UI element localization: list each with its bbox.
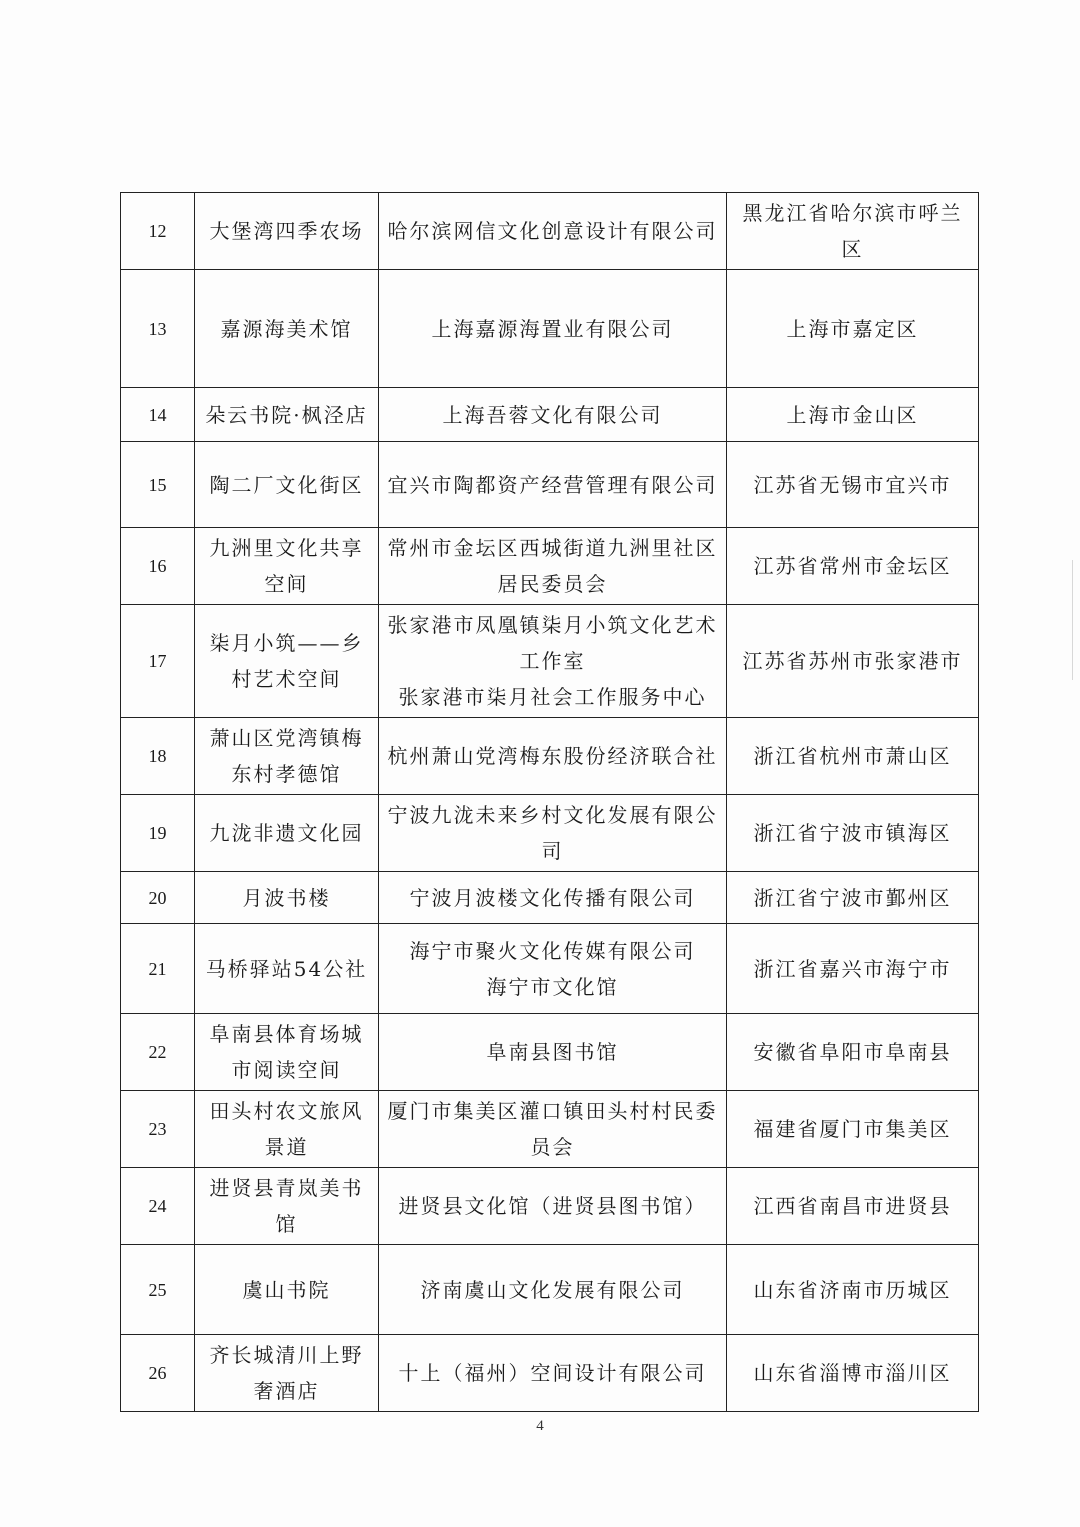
- venue-name-cell: [195, 872, 379, 924]
- table-row: [121, 193, 979, 270]
- row-number: 16: [121, 528, 195, 605]
- venue-name-cell: [195, 270, 379, 388]
- operator-org-line: 哈尔滨网信文化创意设计有限公司: [387, 219, 718, 243]
- location-cell: [727, 1091, 979, 1168]
- operator-org-cell: [379, 1168, 727, 1245]
- location-cell: [727, 388, 979, 442]
- row-number: 25: [121, 1245, 195, 1335]
- table-row: [121, 528, 979, 605]
- row-number: 20: [121, 872, 195, 924]
- location-line: 江西省南昌市进贤县: [753, 1194, 952, 1218]
- venue-name-line: 阜南县体育场城: [209, 1022, 364, 1046]
- operator-org-line: 阜南县图书馆: [486, 1040, 619, 1064]
- operator-org-line: 杭州萧山党湾梅东股份经济联合社: [387, 744, 718, 768]
- row-number: 14: [121, 388, 195, 442]
- operator-org-line: 常州市金坛区西城街道九洲里社区: [387, 536, 718, 560]
- venue-name-cell: [195, 528, 379, 605]
- operator-org-line: 十上（福州）空间设计有限公司: [398, 1361, 707, 1385]
- location-line: 浙江省宁波市鄞州区: [753, 885, 952, 910]
- operator-org-line: 海宁市文化馆: [486, 974, 619, 999]
- venue-name-cell: [195, 1014, 379, 1091]
- row-number: 13: [121, 270, 195, 388]
- operator-org-cell: [379, 1014, 727, 1091]
- venue-name-line: 嘉源海美术馆: [220, 316, 353, 341]
- location-cell: [727, 270, 979, 388]
- location-line: 浙江省宁波市镇海区: [753, 821, 952, 845]
- location-line: 区: [841, 237, 864, 261]
- location-line: 山东省淄博市淄川区: [753, 1361, 952, 1385]
- venue-name-cell: [195, 193, 379, 270]
- venue-name-line: 柒月小筑——乡: [209, 631, 364, 655]
- venue-name-line: 市阅读空间: [231, 1058, 342, 1082]
- location-cell: [727, 718, 979, 795]
- row-number: 15: [121, 442, 195, 528]
- row-number: 26: [121, 1335, 195, 1412]
- location-line: 江苏省常州市金坛区: [753, 554, 952, 578]
- venue-name-line: 馆: [275, 1212, 298, 1236]
- table-row: [121, 1168, 979, 1245]
- operator-org-line: 居民委员会: [497, 572, 608, 596]
- location-cell: [727, 1168, 979, 1245]
- row-number: 23: [121, 1091, 195, 1168]
- table-row: [121, 605, 979, 718]
- location-line: 山东省济南市历城区: [753, 1277, 952, 1302]
- venue-name-cell: [195, 1335, 379, 1412]
- venue-name-line: 进贤县青岚美书: [209, 1176, 364, 1200]
- operator-org-line: 张家港市柒月社会工作服务中心: [398, 685, 707, 709]
- operator-org-cell: [379, 1091, 727, 1168]
- venue-table-body: [121, 193, 979, 1412]
- location-line: 浙江省杭州市萧山区: [753, 744, 952, 768]
- venue-name-cell: [195, 388, 379, 442]
- row-number: 24: [121, 1168, 195, 1245]
- operator-org-cell: [379, 605, 727, 718]
- location-line: 福建省厦门市集美区: [753, 1117, 952, 1141]
- venue-name-line: 奢酒店: [253, 1379, 320, 1403]
- location-cell: [727, 1014, 979, 1091]
- operator-org-cell: [379, 924, 727, 1014]
- table-row: [121, 442, 979, 528]
- location-cell: [727, 1335, 979, 1412]
- operator-org-cell: [379, 193, 727, 270]
- venue-name-cell: [195, 1091, 379, 1168]
- operator-org-cell: [379, 528, 727, 605]
- row-number: 22: [121, 1014, 195, 1091]
- venue-name-line: 空间: [264, 572, 309, 596]
- venue-name-line: 大堡湾四季农场: [209, 219, 364, 243]
- venue-name-cell: [195, 795, 379, 872]
- venue-name-line: 九泷非遗文化园: [209, 821, 364, 845]
- operator-org-line: 宁波九泷未来乡村文化发展有限公: [387, 803, 718, 827]
- venue-name-cell: [195, 442, 379, 528]
- location-line: 上海市金山区: [786, 402, 919, 427]
- table-row: [121, 388, 979, 442]
- location-cell: [727, 924, 979, 1014]
- location-cell: [727, 442, 979, 528]
- location-cell: [727, 872, 979, 924]
- venue-name-line: 朵云书院·枫泾店: [205, 402, 368, 427]
- venue-name-line: 东村孝德馆: [231, 762, 342, 786]
- operator-org-cell: [379, 1245, 727, 1335]
- location-line: 上海市嘉定区: [786, 316, 919, 341]
- location-cell: [727, 605, 979, 718]
- table-row: [121, 1335, 979, 1412]
- operator-org-cell: [379, 442, 727, 528]
- row-number: 19: [121, 795, 195, 872]
- operator-org-line: 海宁市聚火文化传媒有限公司: [409, 938, 696, 963]
- location-line: 黑龙江省哈尔滨市呼兰: [742, 201, 963, 225]
- location-line: 江苏省无锡市宜兴市: [753, 472, 952, 497]
- operator-org-cell: [379, 270, 727, 388]
- location-cell: [727, 193, 979, 270]
- operator-org-cell: [379, 718, 727, 795]
- venue-name-line: 马桥驿站54公社: [205, 956, 368, 981]
- table-row: [121, 924, 979, 1014]
- operator-org-line: 宜兴市陶都资产经营管理有限公司: [387, 472, 718, 497]
- venue-name-line: 村艺术空间: [231, 667, 342, 691]
- operator-org-cell: [379, 795, 727, 872]
- venue-name-line: 陶二厂文化街区: [209, 472, 364, 497]
- venue-name-cell: [195, 605, 379, 718]
- operator-org-line: 济南虞山文化发展有限公司: [420, 1277, 685, 1302]
- operator-org-line: 员会: [530, 1135, 575, 1159]
- operator-org-cell: [379, 872, 727, 924]
- operator-org-line: 上海嘉源海置业有限公司: [431, 316, 674, 341]
- venue-table: [120, 192, 979, 1412]
- operator-org-line: 工作室: [519, 649, 586, 673]
- row-number: 18: [121, 718, 195, 795]
- venue-name-line: 萧山区党湾镇梅: [209, 726, 364, 750]
- venue-name-line: 九洲里文化共享: [209, 536, 364, 560]
- page-number: 4: [536, 1418, 544, 1434]
- venue-name-line: 田头村农文旅风: [209, 1099, 364, 1123]
- operator-org-line: 司: [541, 839, 564, 863]
- venue-name-cell: [195, 718, 379, 795]
- table-row: [121, 1245, 979, 1335]
- operator-org-cell: [379, 1335, 727, 1412]
- venue-name-cell: [195, 1168, 379, 1245]
- venue-name-cell: [195, 1245, 379, 1335]
- operator-org-line: 厦门市集美区灌口镇田头村村民委: [387, 1099, 718, 1123]
- location-line: 安徽省阜阳市阜南县: [753, 1040, 952, 1064]
- table-row: [121, 718, 979, 795]
- location-line: 江苏省苏州市张家港市: [742, 649, 963, 673]
- location-cell: [727, 1245, 979, 1335]
- row-number: 12: [121, 193, 195, 270]
- table-row: [121, 270, 979, 388]
- scan-edge-mark: [1072, 560, 1073, 680]
- operator-org-line: 张家港市凤凰镇柒月小筑文化艺术: [387, 613, 718, 637]
- table-row: [121, 1091, 979, 1168]
- table-row: [121, 795, 979, 872]
- venue-name-line: 齐长城清川上野: [209, 1343, 364, 1367]
- location-cell: [727, 528, 979, 605]
- operator-org-line: 进贤县文化馆（进贤县图书馆）: [398, 1194, 707, 1218]
- operator-org-line: 宁波月波楼文化传播有限公司: [409, 885, 696, 910]
- row-number: 21: [121, 924, 195, 1014]
- location-line: 浙江省嘉兴市海宁市: [753, 956, 952, 981]
- venue-name-cell: [195, 924, 379, 1014]
- venue-name-line: 景道: [264, 1135, 309, 1159]
- table-row: [121, 1014, 979, 1091]
- operator-org-cell: [379, 388, 727, 442]
- row-number: 17: [121, 605, 195, 718]
- table-row: [121, 872, 979, 924]
- location-cell: [727, 795, 979, 872]
- operator-org-line: 上海吾蓉文化有限公司: [442, 402, 663, 427]
- venue-name-line: 虞山书院: [242, 1277, 331, 1302]
- venue-name-line: 月波书楼: [242, 885, 331, 910]
